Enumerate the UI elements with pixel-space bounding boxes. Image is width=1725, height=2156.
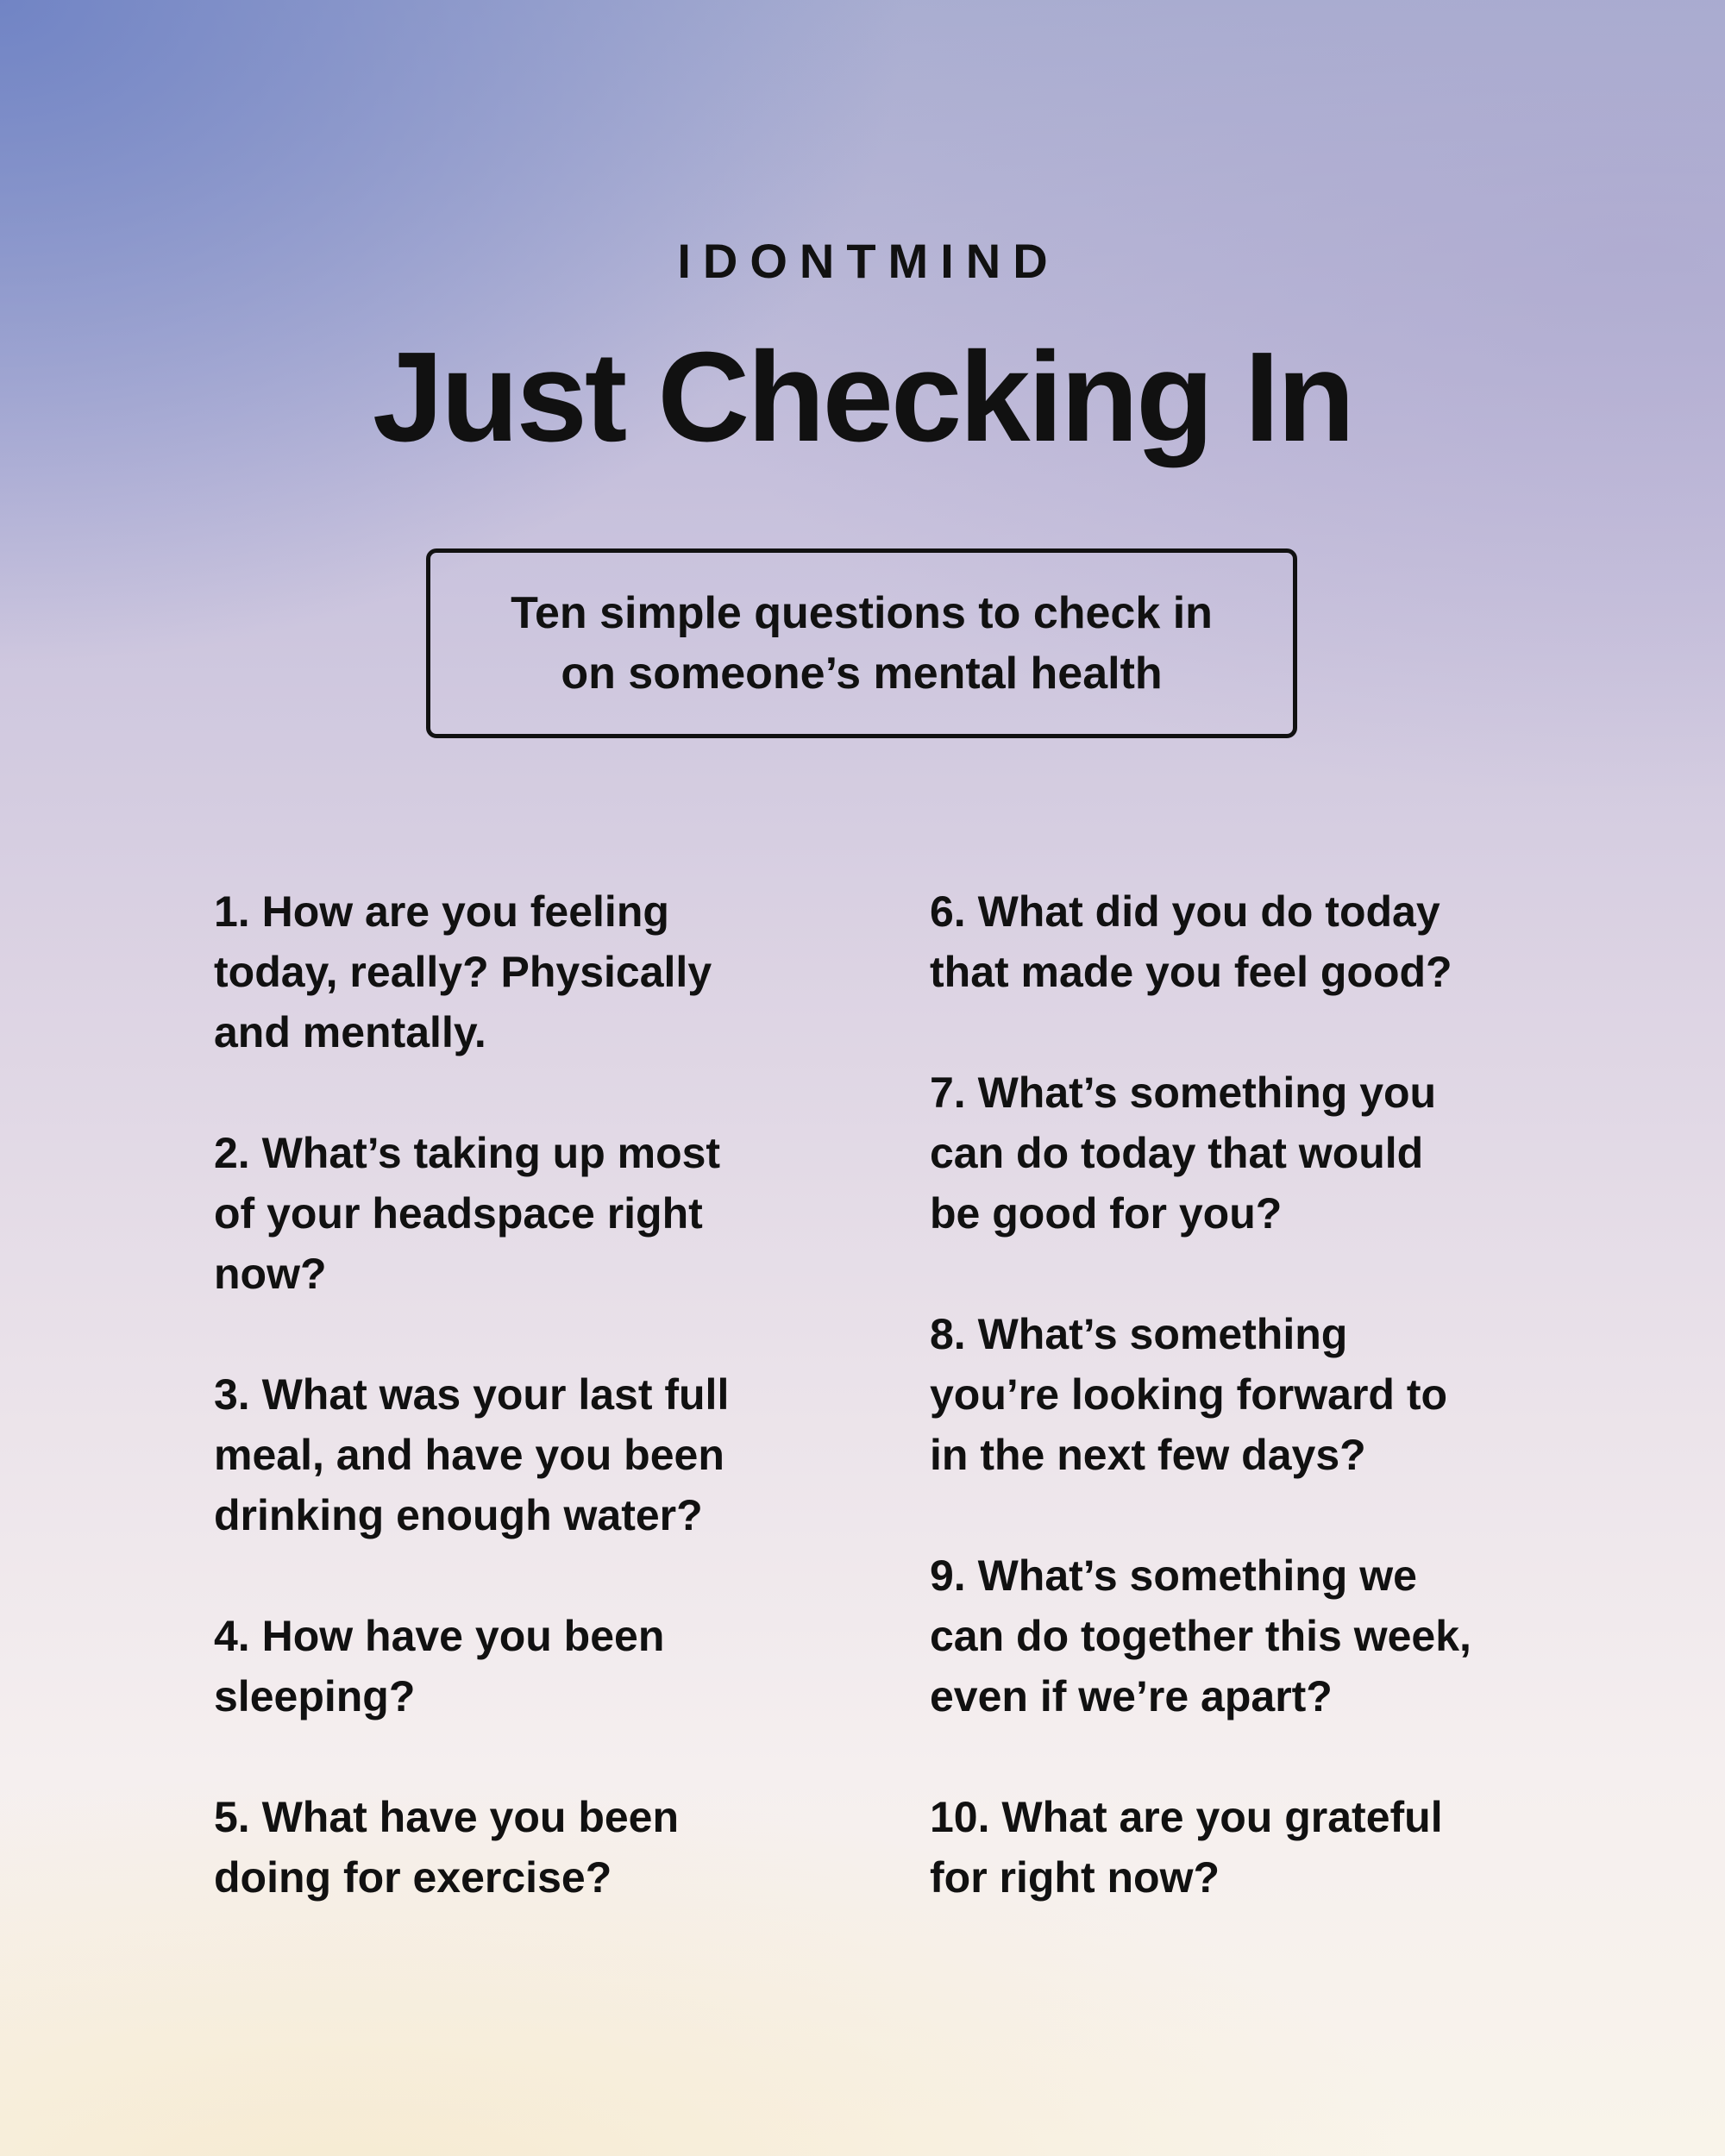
subtitle-line-2: on someone’s mental health (561, 649, 1163, 699)
question-7 (930, 1062, 1637, 1244)
questions-column-left (214, 881, 887, 1968)
question-9 (930, 1545, 1637, 1727)
question-line: 1. How are you feeling (214, 887, 669, 936)
brand-logo: IDONTMIND (677, 234, 1060, 288)
question-line: of your headspace right (214, 1189, 703, 1238)
question-line: 3. What was your last full (214, 1370, 730, 1419)
question-line: 8. What’s something (930, 1310, 1348, 1358)
question-8 (930, 1304, 1637, 1485)
question-3 (214, 1364, 887, 1545)
question-line: you’re looking forward to (930, 1370, 1448, 1419)
question-line: 6. What did you do today (930, 887, 1440, 936)
question-1 (214, 881, 887, 1062)
question-6 (930, 881, 1637, 1002)
question-line: can do together this week, (930, 1612, 1471, 1660)
subtitle-line-1: Ten simple questions to check in (511, 588, 1213, 638)
question-2 (214, 1123, 887, 1304)
question-line: and mentally. (214, 1008, 486, 1056)
question-line: 10. What are you grateful (930, 1793, 1443, 1841)
question-line: 7. What’s something you (930, 1069, 1437, 1117)
question-line: 5. What have you been (214, 1793, 680, 1841)
question-10 (930, 1787, 1637, 1908)
question-line: be good for you? (930, 1189, 1283, 1238)
question-line: that made you feel good? (930, 948, 1452, 996)
question-5 (214, 1787, 887, 1908)
question-line: 2. What’s taking up most (214, 1129, 721, 1177)
subtitle-box (426, 548, 1297, 738)
question-line: 4. How have you been (214, 1612, 665, 1660)
page-title: Just Checking In (372, 326, 1353, 468)
question-line: for right now? (930, 1853, 1220, 1902)
question-line: now? (214, 1250, 327, 1298)
question-line: doing for exercise? (214, 1853, 612, 1902)
question-line: drinking enough water? (214, 1491, 703, 1539)
questions-column-right (930, 881, 1637, 1968)
question-line: today, really? Physically (214, 948, 712, 996)
question-line: 9. What’s something we (930, 1551, 1417, 1600)
question-4 (214, 1606, 887, 1727)
question-line: in the next few days? (930, 1431, 1366, 1479)
question-line: can do today that would (930, 1129, 1424, 1177)
question-line: sleeping? (214, 1672, 416, 1720)
question-line: meal, and have you been (214, 1431, 724, 1479)
question-line: even if we’re apart? (930, 1672, 1333, 1720)
